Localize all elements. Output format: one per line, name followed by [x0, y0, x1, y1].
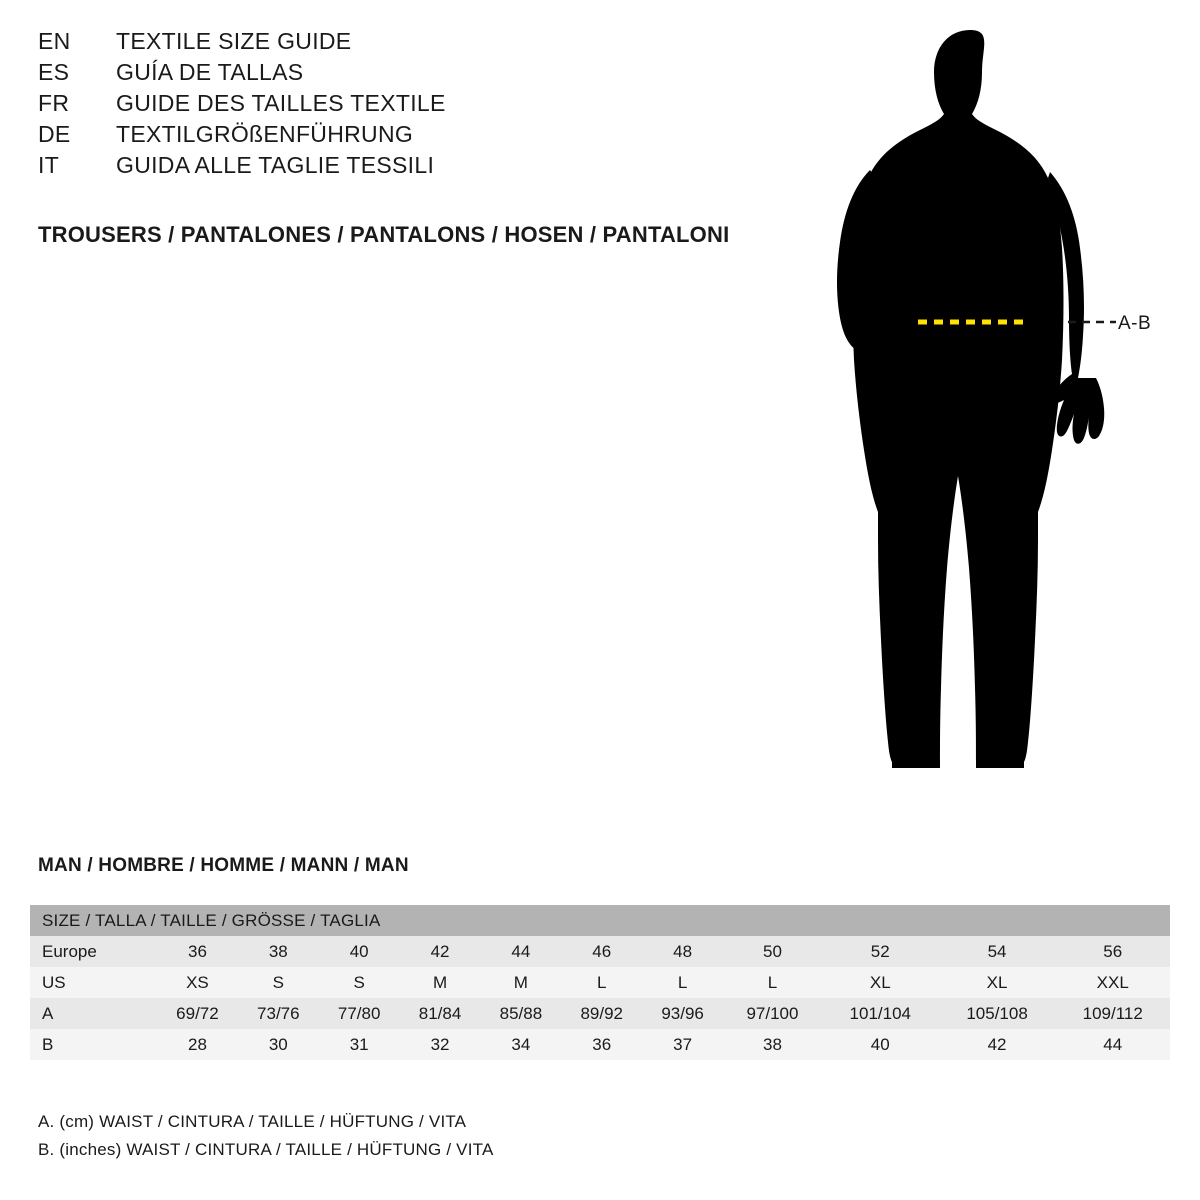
table-cell: 40: [319, 936, 400, 967]
table-cell: 28: [157, 1029, 238, 1060]
table-cell: 48: [642, 936, 723, 967]
table-cell: M: [400, 967, 481, 998]
table-cell: 37: [642, 1029, 723, 1060]
table-cell: 40: [822, 1029, 939, 1060]
table-cell: 109/112: [1055, 998, 1170, 1029]
row-label: B: [30, 1029, 157, 1060]
table-cell: XL: [822, 967, 939, 998]
table-cell: 38: [723, 1029, 822, 1060]
table-cell: 50: [723, 936, 822, 967]
table-cell: 34: [480, 1029, 561, 1060]
row-label: US: [30, 967, 157, 998]
size-table-header-label: SIZE / TALLA / TAILLE / GRÖSSE / TAGLIA: [30, 905, 1170, 936]
language-row: [38, 28, 798, 59]
footnote-b: B. (inches) WAIST / CINTURA / TAILLE / HÜFTUNG / VITA: [38, 1140, 494, 1159]
table-cell: XXL: [1055, 967, 1170, 998]
table-cell: 93/96: [642, 998, 723, 1029]
table-cell: 105/108: [939, 998, 1056, 1029]
language-code: DE: [38, 121, 71, 147]
language-text: TEXTILGRÖßENFÜHRUNG: [116, 121, 414, 147]
language-text: TEXTILE SIZE GUIDE: [116, 28, 352, 54]
language-code: IT: [38, 152, 60, 178]
body-figure: [820, 20, 1180, 800]
table-cell: 77/80: [319, 998, 400, 1029]
language-row: [38, 59, 798, 90]
table-cell: L: [561, 967, 642, 998]
table-cell: 54: [939, 936, 1056, 967]
table-row: [30, 1029, 1170, 1060]
table-cell: 32: [400, 1029, 481, 1060]
table-cell: 38: [238, 936, 319, 967]
table-cell: L: [723, 967, 822, 998]
table-cell: 52: [822, 936, 939, 967]
table-cell: XS: [157, 967, 238, 998]
size-table-body: [30, 936, 1170, 1060]
table-cell: 46: [561, 936, 642, 967]
language-code: EN: [38, 28, 71, 54]
silhouette-shape: [837, 30, 1104, 768]
table-cell: 73/76: [238, 998, 319, 1029]
table-cell: 81/84: [400, 998, 481, 1029]
table-cell: M: [480, 967, 561, 998]
garment-type-title: TROUSERS / PANTALONES / PANTALONS / HOSEN / PANTALONI: [38, 222, 730, 247]
footnote-a: A. (cm) WAIST / CINTURA / TAILLE / HÜFTUNG / VITA: [38, 1112, 467, 1131]
table-cell: S: [238, 967, 319, 998]
table-cell: 44: [480, 936, 561, 967]
table-cell: 89/92: [561, 998, 642, 1029]
table-header-row: [30, 905, 1170, 936]
language-row: [38, 152, 798, 183]
row-label: Europe: [30, 936, 157, 967]
table-cell: 42: [939, 1029, 1056, 1060]
table-row: [30, 967, 1170, 998]
footnotes: [38, 1108, 494, 1164]
language-text: GUIDE DES TAILLES TEXTILE: [116, 90, 446, 116]
table-cell: 97/100: [723, 998, 822, 1029]
language-text: GUIDA ALLE TAGLIE TESSILI: [116, 152, 435, 178]
table-cell: 69/72: [157, 998, 238, 1029]
table-cell: 31: [319, 1029, 400, 1060]
size-table: [30, 905, 1170, 1060]
language-row: [38, 90, 798, 121]
language-code: ES: [38, 59, 70, 85]
table-cell: 85/88: [480, 998, 561, 1029]
table-cell: XL: [939, 967, 1056, 998]
table-cell: 42: [400, 936, 481, 967]
table-cell: 101/104: [822, 998, 939, 1029]
language-code: FR: [38, 90, 70, 116]
measure-label-ab: A-B: [1118, 313, 1152, 334]
table-row: [30, 998, 1170, 1029]
table-row: [30, 936, 1170, 967]
language-text: GUÍA DE TALLAS: [116, 59, 304, 85]
row-label: A: [30, 998, 157, 1029]
table-cell: 36: [157, 936, 238, 967]
table-cell: 44: [1055, 1029, 1170, 1060]
table-cell: 56: [1055, 936, 1170, 967]
table-cell: 36: [561, 1029, 642, 1060]
table-cell: S: [319, 967, 400, 998]
size-table-head: [30, 905, 1170, 936]
language-list: [38, 28, 798, 183]
table-cell: L: [642, 967, 723, 998]
table-cell: 30: [238, 1029, 319, 1060]
language-row: [38, 121, 798, 152]
table-section-title: MAN / HOMBRE / HOMME / MANN / MAN: [38, 855, 409, 876]
